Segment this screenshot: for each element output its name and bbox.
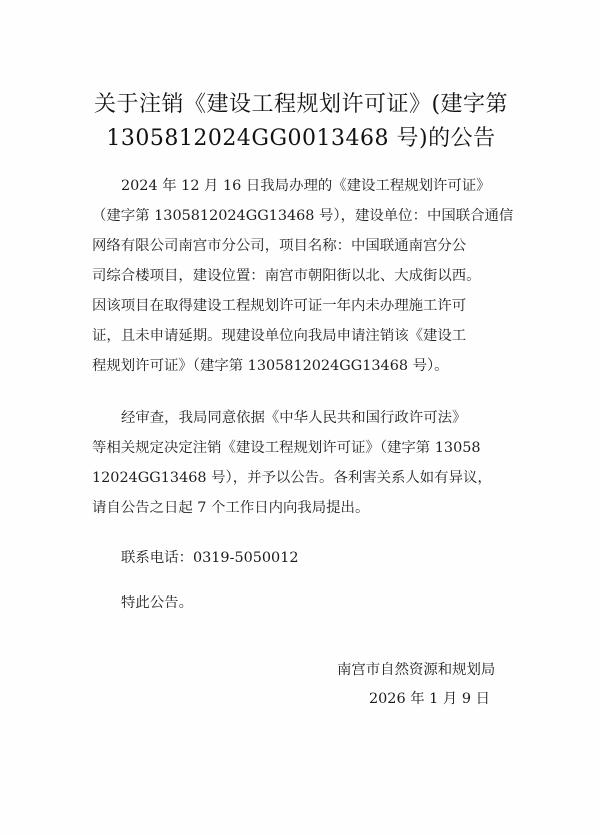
paragraph-line: 12024GG13468 号），并予以公告。各利害关系人如有异议，: [92, 470, 492, 486]
contact-phone: 联系电话：0319-5050012: [121, 550, 299, 566]
paragraph-line: （建字第 1305812024GG13468 号），建设单位：中国联合通信: [92, 208, 514, 224]
paragraph-background: [92, 171, 528, 381]
title-line-1: 关于注销《建设工程规划许可证》(建字第: [93, 92, 509, 117]
paragraph-line: 因该项目在取得建设工程规划许可证一年内未办理施工许可: [92, 298, 467, 314]
paragraph-line: 等相关规定决定注销《建设工程规划许可证》（建字第 13058: [92, 440, 481, 456]
paragraph-line: 证，且未申请延期。现建设单位向我局申请注销该《建设工: [92, 328, 467, 344]
paragraph-line: 司综合楼项目，建设位置：南宫市朝阳街以北、大成街以西。: [92, 268, 481, 284]
paragraph-line: 网络有限公司南宫市分公司，项目名称：中国联通南宫分公: [92, 238, 467, 254]
title-line-2: 1305812024GG0013468 号)的公告: [106, 126, 496, 151]
paragraph-line: 程规划许可证》（建字第 1305812024GG13468 号）。: [92, 358, 449, 374]
paragraph-decision: [92, 403, 528, 523]
issue-date: 2026 年 1 月 9 日: [369, 691, 490, 707]
document-title: [60, 88, 542, 156]
paragraph-line: 经审查，我局同意依据《中华人民共和国行政许可法》: [121, 410, 467, 426]
paragraph-line: 2024 年 12 月 16 日我局办理的《建设工程规划许可证》: [121, 178, 491, 194]
closing-statement: 特此公告。: [121, 595, 193, 611]
paragraph-line: 请自公告之日起 7 个工作日内向我局提出。: [92, 500, 370, 516]
issuing-organization: 南宫市自然资源和规划局: [337, 662, 496, 678]
